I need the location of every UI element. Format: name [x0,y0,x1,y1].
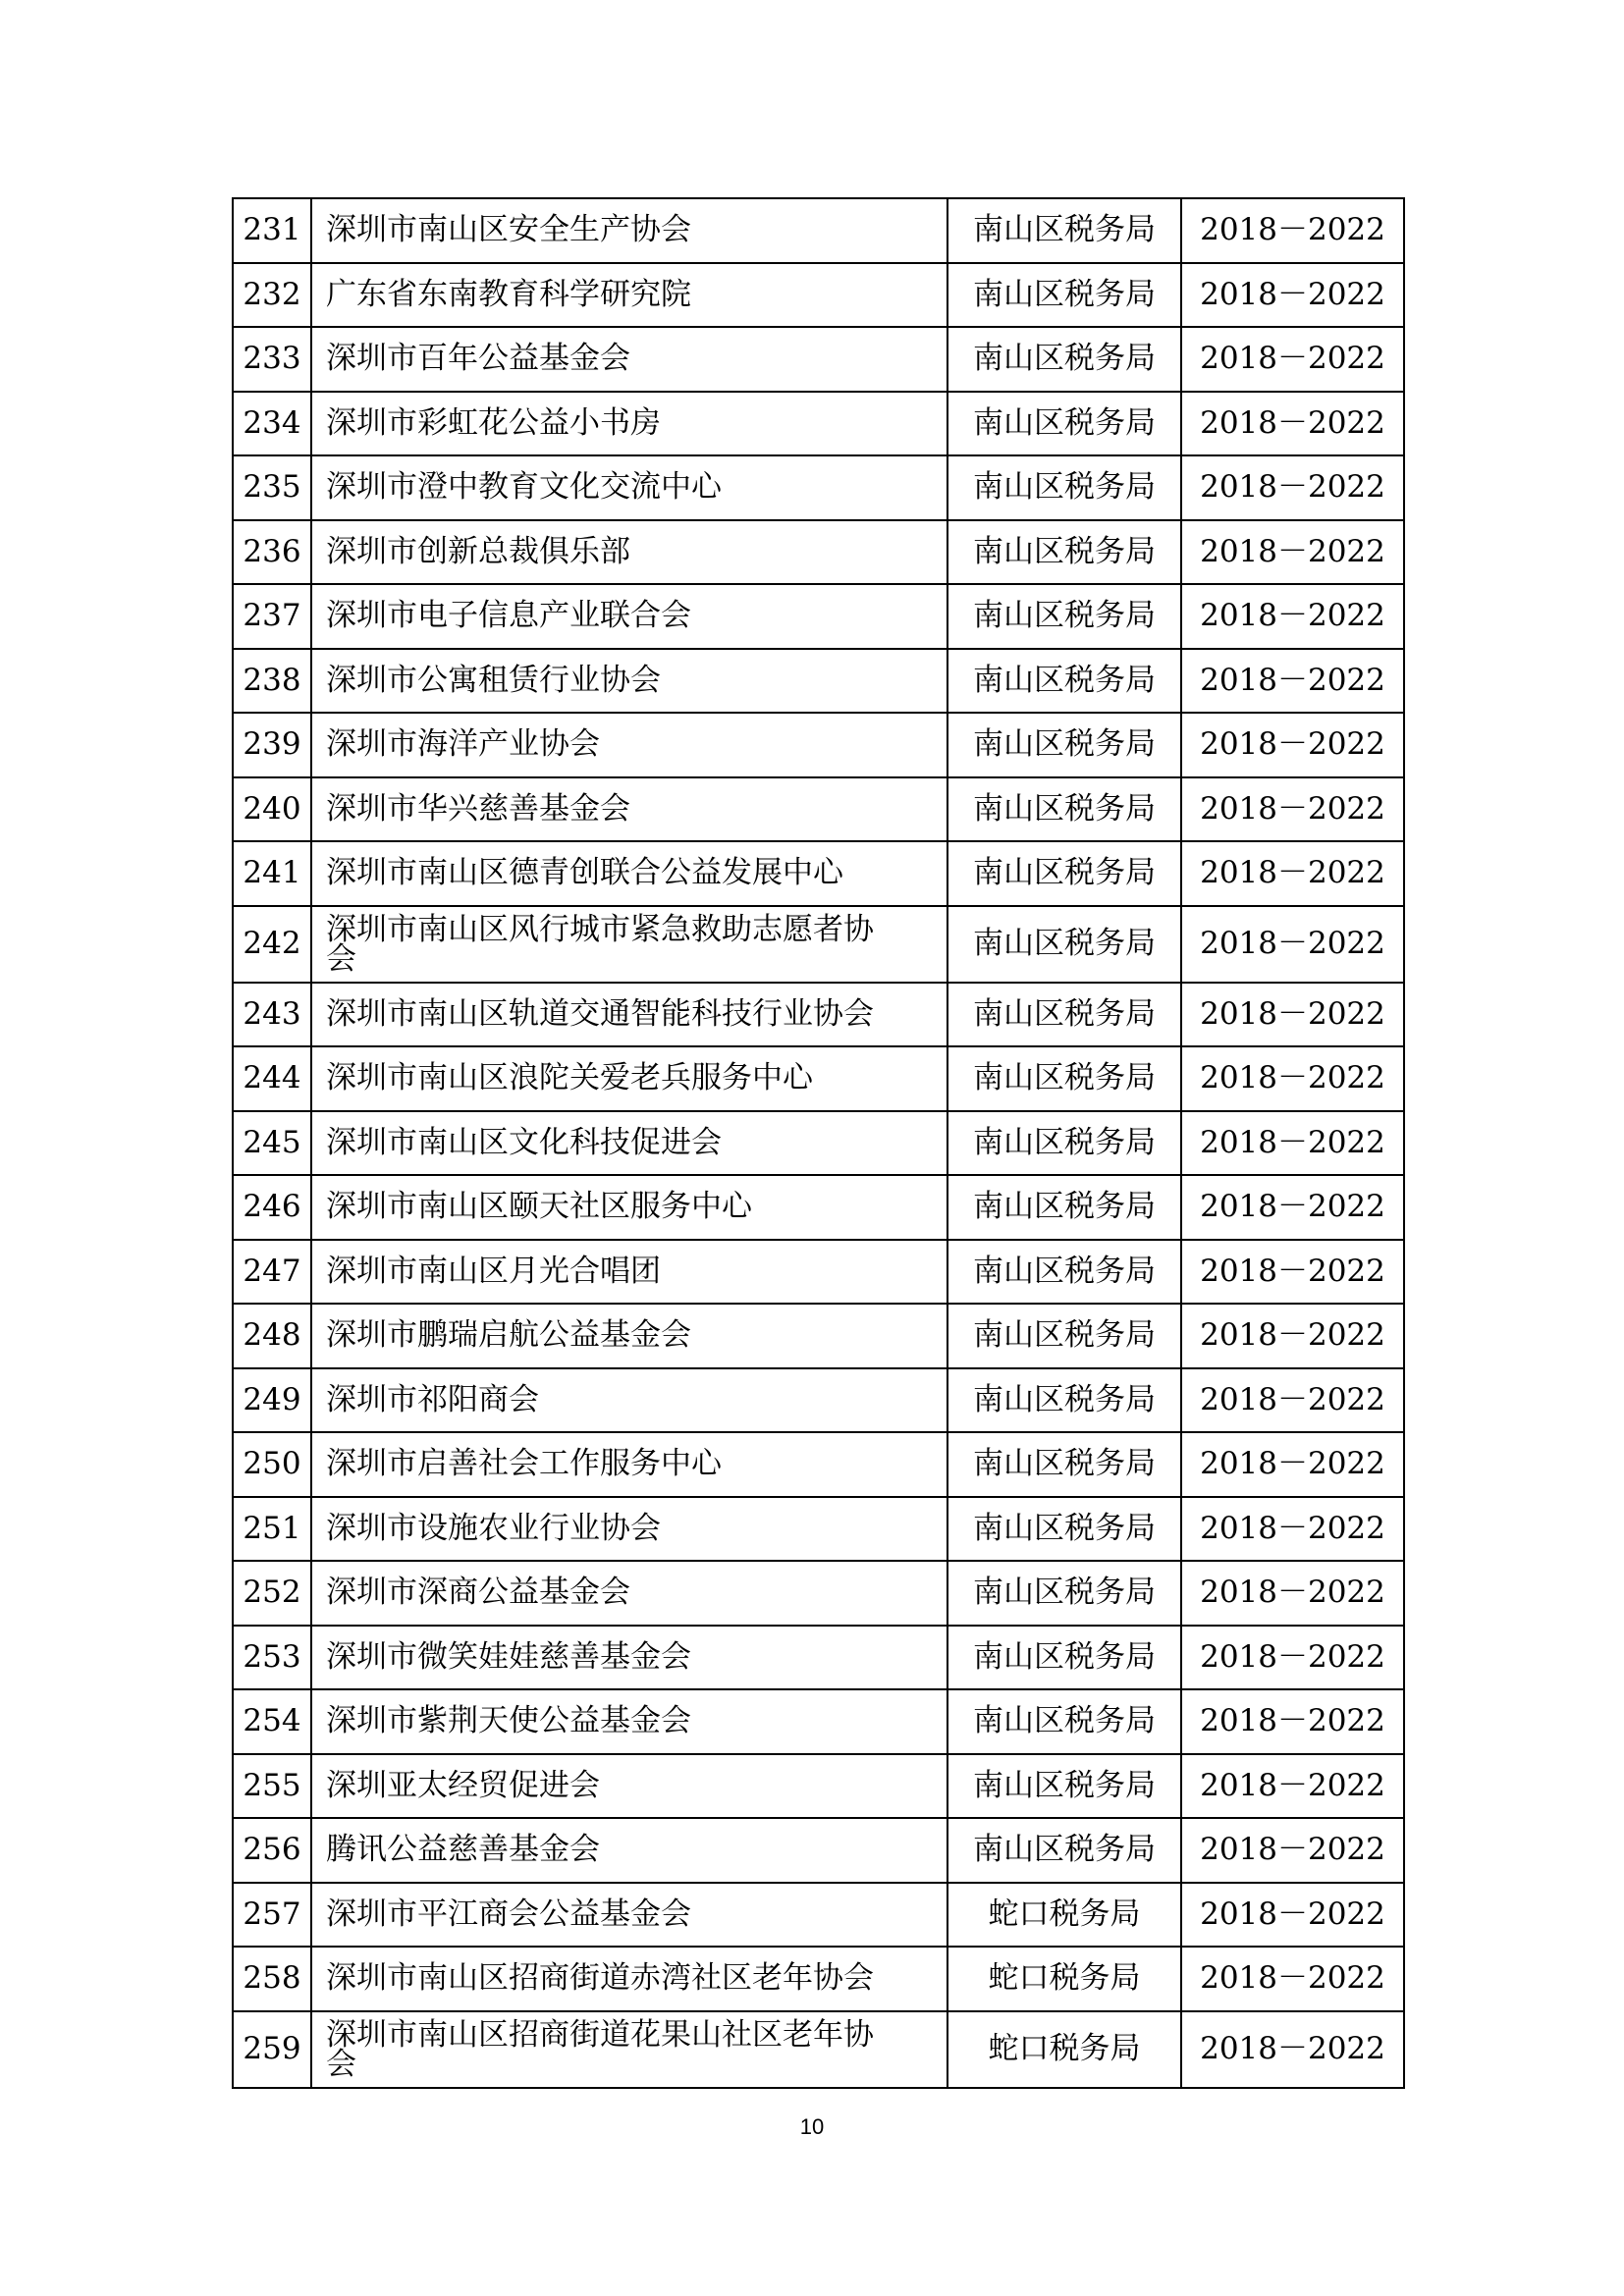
tax-office: 南山区税务局 [947,263,1181,328]
valid-years: 2018－2022 [1181,1368,1404,1433]
tax-office: 南山区税务局 [947,198,1181,263]
valid-years: 2018－2022 [1181,1626,1404,1690]
table-row [233,1689,1404,1754]
table-row [233,1561,1404,1626]
organization-name: 深圳市启善社会工作服务中心 [311,1432,947,1497]
tax-office: 南山区税务局 [947,1046,1181,1111]
valid-years: 2018－2022 [1181,1689,1404,1754]
tax-office: 南山区税务局 [947,906,1181,983]
valid-years: 2018－2022 [1181,392,1404,456]
row-number: 238 [233,649,311,714]
organization-name [311,2011,947,2088]
organization-name: 深圳市彩虹花公益小书房 [311,392,947,456]
table-row [233,983,1404,1047]
page-number: 10 [799,2114,825,2139]
row-number: 237 [233,584,311,649]
tax-office: 蛇口税务局 [947,1883,1181,1948]
valid-years: 2018－2022 [1181,1175,1404,1240]
table-row [233,1304,1404,1368]
tax-office: 南山区税务局 [947,1818,1181,1883]
valid-years: 2018－2022 [1181,713,1404,777]
table-row [233,520,1404,585]
tax-office: 南山区税务局 [947,584,1181,649]
table-row [233,1818,1404,1883]
tax-office: 南山区税务局 [947,713,1181,777]
row-number: 242 [233,906,311,983]
organization-name: 广东省东南教育科学研究院 [311,263,947,328]
valid-years: 2018－2022 [1181,649,1404,714]
row-number: 248 [233,1304,311,1368]
valid-years: 2018－2022 [1181,198,1404,263]
organization-name-line: 会 [326,940,356,977]
table-row [233,1947,1404,2011]
table-row [233,841,1404,906]
row-number: 253 [233,1626,311,1690]
table-row [233,906,1404,983]
valid-years: 2018－2022 [1181,906,1404,983]
organization-name: 深圳市平江商会公益基金会 [311,1883,947,1948]
organization-name: 深圳市海洋产业协会 [311,713,947,777]
table-row [233,392,1404,456]
row-number: 245 [233,1111,311,1176]
tax-office: 南山区税务局 [947,1240,1181,1305]
valid-years: 2018－2022 [1181,1432,1404,1497]
row-number: 236 [233,520,311,585]
valid-years: 2018－2022 [1181,1883,1404,1948]
row-number: 256 [233,1818,311,1883]
valid-years: 2018－2022 [1181,520,1404,585]
table-row [233,1046,1404,1111]
organization-name: 深圳市南山区浪陀关爱老兵服务中心 [311,1046,947,1111]
row-number: 235 [233,455,311,520]
table-row [233,263,1404,328]
valid-years: 2018－2022 [1181,777,1404,842]
tax-office: 南山区税务局 [947,327,1181,392]
tax-office: 南山区税务局 [947,1497,1181,1562]
row-number: 233 [233,327,311,392]
row-number: 240 [233,777,311,842]
tax-office: 蛇口税务局 [947,2011,1181,2088]
valid-years: 2018－2022 [1181,1240,1404,1305]
tax-office: 南山区税务局 [947,1432,1181,1497]
table-row [233,1175,1404,1240]
tax-office: 南山区税务局 [947,1626,1181,1690]
tax-office: 南山区税务局 [947,1304,1181,1368]
row-number: 234 [233,392,311,456]
organization-name: 深圳市鹏瑞启航公益基金会 [311,1304,947,1368]
organization-name-line: 深圳市南山区风行城市紧急救助志愿者协 [326,911,874,947]
organization-name: 深圳市南山区轨道交通智能科技行业协会 [311,983,947,1047]
valid-years: 2018－2022 [1181,327,1404,392]
row-number: 259 [233,2011,311,2088]
table-row [233,1626,1404,1690]
valid-years: 2018－2022 [1181,983,1404,1047]
row-number: 239 [233,713,311,777]
table-row [233,455,1404,520]
row-number: 258 [233,1947,311,2011]
organization-name: 腾讯公益慈善基金会 [311,1818,947,1883]
tax-office: 南山区税务局 [947,392,1181,456]
row-number: 254 [233,1689,311,1754]
table-row [233,198,1404,263]
row-number: 249 [233,1368,311,1433]
tax-office: 南山区税务局 [947,983,1181,1047]
valid-years: 2018－2022 [1181,1818,1404,1883]
row-number: 241 [233,841,311,906]
organization-name: 深圳市电子信息产业联合会 [311,584,947,649]
tax-office: 南山区税务局 [947,841,1181,906]
valid-years: 2018－2022 [1181,455,1404,520]
organization-name: 深圳亚太经贸促进会 [311,1754,947,1819]
tax-office: 南山区税务局 [947,1368,1181,1433]
valid-years: 2018－2022 [1181,1561,1404,1626]
organization-name: 深圳市公寓租赁行业协会 [311,649,947,714]
table-row [233,584,1404,649]
organization-name-line: 会 [326,2046,356,2082]
organization-name: 深圳市紫荆天使公益基金会 [311,1689,947,1754]
valid-years: 2018－2022 [1181,841,1404,906]
table-body [233,198,1404,2088]
organization-name-line: 深圳市南山区招商街道花果山社区老年协 [326,2016,874,2053]
tax-office: 南山区税务局 [947,1175,1181,1240]
row-number: 246 [233,1175,311,1240]
valid-years: 2018－2022 [1181,2011,1404,2088]
valid-years: 2018－2022 [1181,1754,1404,1819]
valid-years: 2018－2022 [1181,1046,1404,1111]
organization-name: 深圳市微笑娃娃慈善基金会 [311,1626,947,1690]
valid-years: 2018－2022 [1181,1497,1404,1562]
valid-years: 2018－2022 [1181,584,1404,649]
tax-office: 蛇口税务局 [947,1947,1181,2011]
row-number: 250 [233,1432,311,1497]
organization-table [232,197,1405,2089]
table-row [233,1368,1404,1433]
row-number: 257 [233,1883,311,1948]
organization-name: 深圳市创新总裁俱乐部 [311,520,947,585]
tax-office: 南山区税务局 [947,1561,1181,1626]
table-row [233,2011,1404,2088]
tax-office: 南山区税务局 [947,1754,1181,1819]
table-row [233,1240,1404,1305]
row-number: 244 [233,1046,311,1111]
organization-name: 深圳市澄中教育文化交流中心 [311,455,947,520]
valid-years: 2018－2022 [1181,1111,1404,1176]
row-number: 231 [233,198,311,263]
row-number: 252 [233,1561,311,1626]
organization-name: 深圳市南山区德青创联合公益发展中心 [311,841,947,906]
organization-name: 深圳市南山区颐天社区服务中心 [311,1175,947,1240]
table-row [233,1111,1404,1176]
row-number: 247 [233,1240,311,1305]
table-row [233,1754,1404,1819]
row-number: 251 [233,1497,311,1562]
tax-office: 南山区税务局 [947,455,1181,520]
tax-office: 南山区税务局 [947,649,1181,714]
valid-years: 2018－2022 [1181,263,1404,328]
organization-name: 深圳市南山区招商街道赤湾社区老年协会 [311,1947,947,2011]
organization-name: 深圳市百年公益基金会 [311,327,947,392]
organization-name [311,906,947,983]
valid-years: 2018－2022 [1181,1947,1404,2011]
table-row [233,1883,1404,1948]
valid-years: 2018－2022 [1181,1304,1404,1368]
row-number: 232 [233,263,311,328]
organization-name: 深圳市设施农业行业协会 [311,1497,947,1562]
table-row [233,1432,1404,1497]
organization-name: 深圳市祁阳商会 [311,1368,947,1433]
table-row [233,777,1404,842]
tax-office: 南山区税务局 [947,777,1181,842]
table-row [233,713,1404,777]
row-number: 255 [233,1754,311,1819]
table-row [233,327,1404,392]
organization-name: 深圳市华兴慈善基金会 [311,777,947,842]
tax-office: 南山区税务局 [947,520,1181,585]
organization-name: 深圳市南山区月光合唱团 [311,1240,947,1305]
organization-name: 深圳市深商公益基金会 [311,1561,947,1626]
table-row [233,1497,1404,1562]
organization-name: 深圳市南山区文化科技促进会 [311,1111,947,1176]
table-row [233,649,1404,714]
tax-office: 南山区税务局 [947,1689,1181,1754]
tax-office: 南山区税务局 [947,1111,1181,1176]
row-number: 243 [233,983,311,1047]
organization-name: 深圳市南山区安全生产协会 [311,198,947,263]
